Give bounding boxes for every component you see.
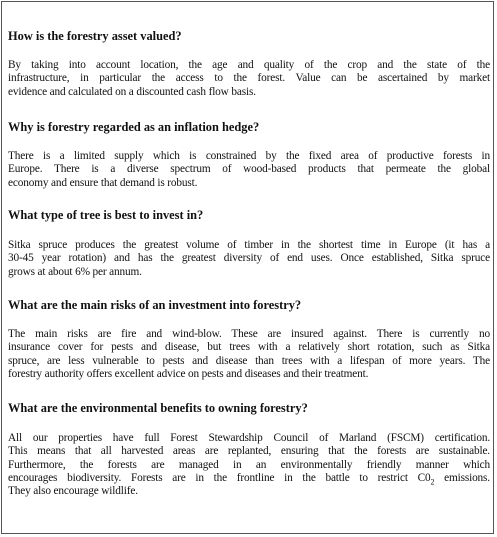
answer-line-with-subscript <box>8 472 490 485</box>
answer-line: All our properties have full Forest Stewardship Council of Marland (FSCM) certification. <box>8 432 490 444</box>
answer-paragraph <box>8 150 490 190</box>
answer-line: By taking into account location, the age and quality of the crop and the state of the <box>8 59 490 71</box>
answer-line: There is a limited supply which is constrained by the fixed area of productive forests in <box>8 150 490 162</box>
answer-line: 30-45 year rotation) and has the greatest diversity of end uses. Once established, Sitka spruce <box>8 252 490 265</box>
answer-line: They also encourage wildlife. <box>8 485 138 498</box>
question-heading: How is the forestry asset valued? <box>8 29 182 43</box>
subscript-two: 2 <box>430 477 435 487</box>
answer-line: Europe. There is a diverse spectrum of wood-based products that permeate the global <box>8 163 490 176</box>
answer-line: Sitka spruce produces the greatest volume of timber in the shortest time in Europe (it has a <box>8 239 490 251</box>
question-heading: Why is forestry regarded as an inflation hedge? <box>8 120 260 134</box>
answer-paragraph <box>8 432 490 498</box>
answer-paragraph <box>8 328 490 381</box>
answer-line: spruce, are less vulnerable to pests and disease than trees with a lifespan of more years. The <box>8 354 490 367</box>
answer-line: infrastructure, in particular the access to the forest. Value can be ascertained by market <box>8 72 490 85</box>
answer-line: grows at about 6% per annum. <box>8 265 142 278</box>
question-heading: What are the environmental benefits to owning forestry? <box>8 401 308 415</box>
answer-line: forestry authority offers excellent advice on pests and diseases and their treatment. <box>8 367 369 380</box>
document-frame <box>1 1 494 534</box>
question-heading: What are the main risks of an investment into forestry? <box>8 298 302 312</box>
answer-line: The main risks are fire and wind-blow. These are insured against. There is currently no <box>8 328 490 340</box>
question-heading: What type of tree is best to invest in? <box>8 208 204 222</box>
answer-line-suffix: emissions. <box>434 471 490 484</box>
answer-line: Furthermore, the forests are managed in an environmentally friendly manner which <box>8 458 490 471</box>
answer-line: insurance cover for pests and disease, but trees with a relatively short rotation, such as Sitka <box>8 341 490 354</box>
answer-line-text: encourages biodiversity. Forests are in the frontline in the battle to restrict C0 <box>8 471 431 484</box>
answer-paragraph <box>8 59 490 99</box>
answer-line: evidence and calculated on a discounted cash flow basis. <box>8 85 256 98</box>
answer-line: economy and ensure that demand is robust. <box>8 176 198 189</box>
answer-line: This means that all harvested areas are replanted, ensuring that the forests are sustainable. <box>8 445 490 458</box>
answer-paragraph <box>8 239 490 279</box>
